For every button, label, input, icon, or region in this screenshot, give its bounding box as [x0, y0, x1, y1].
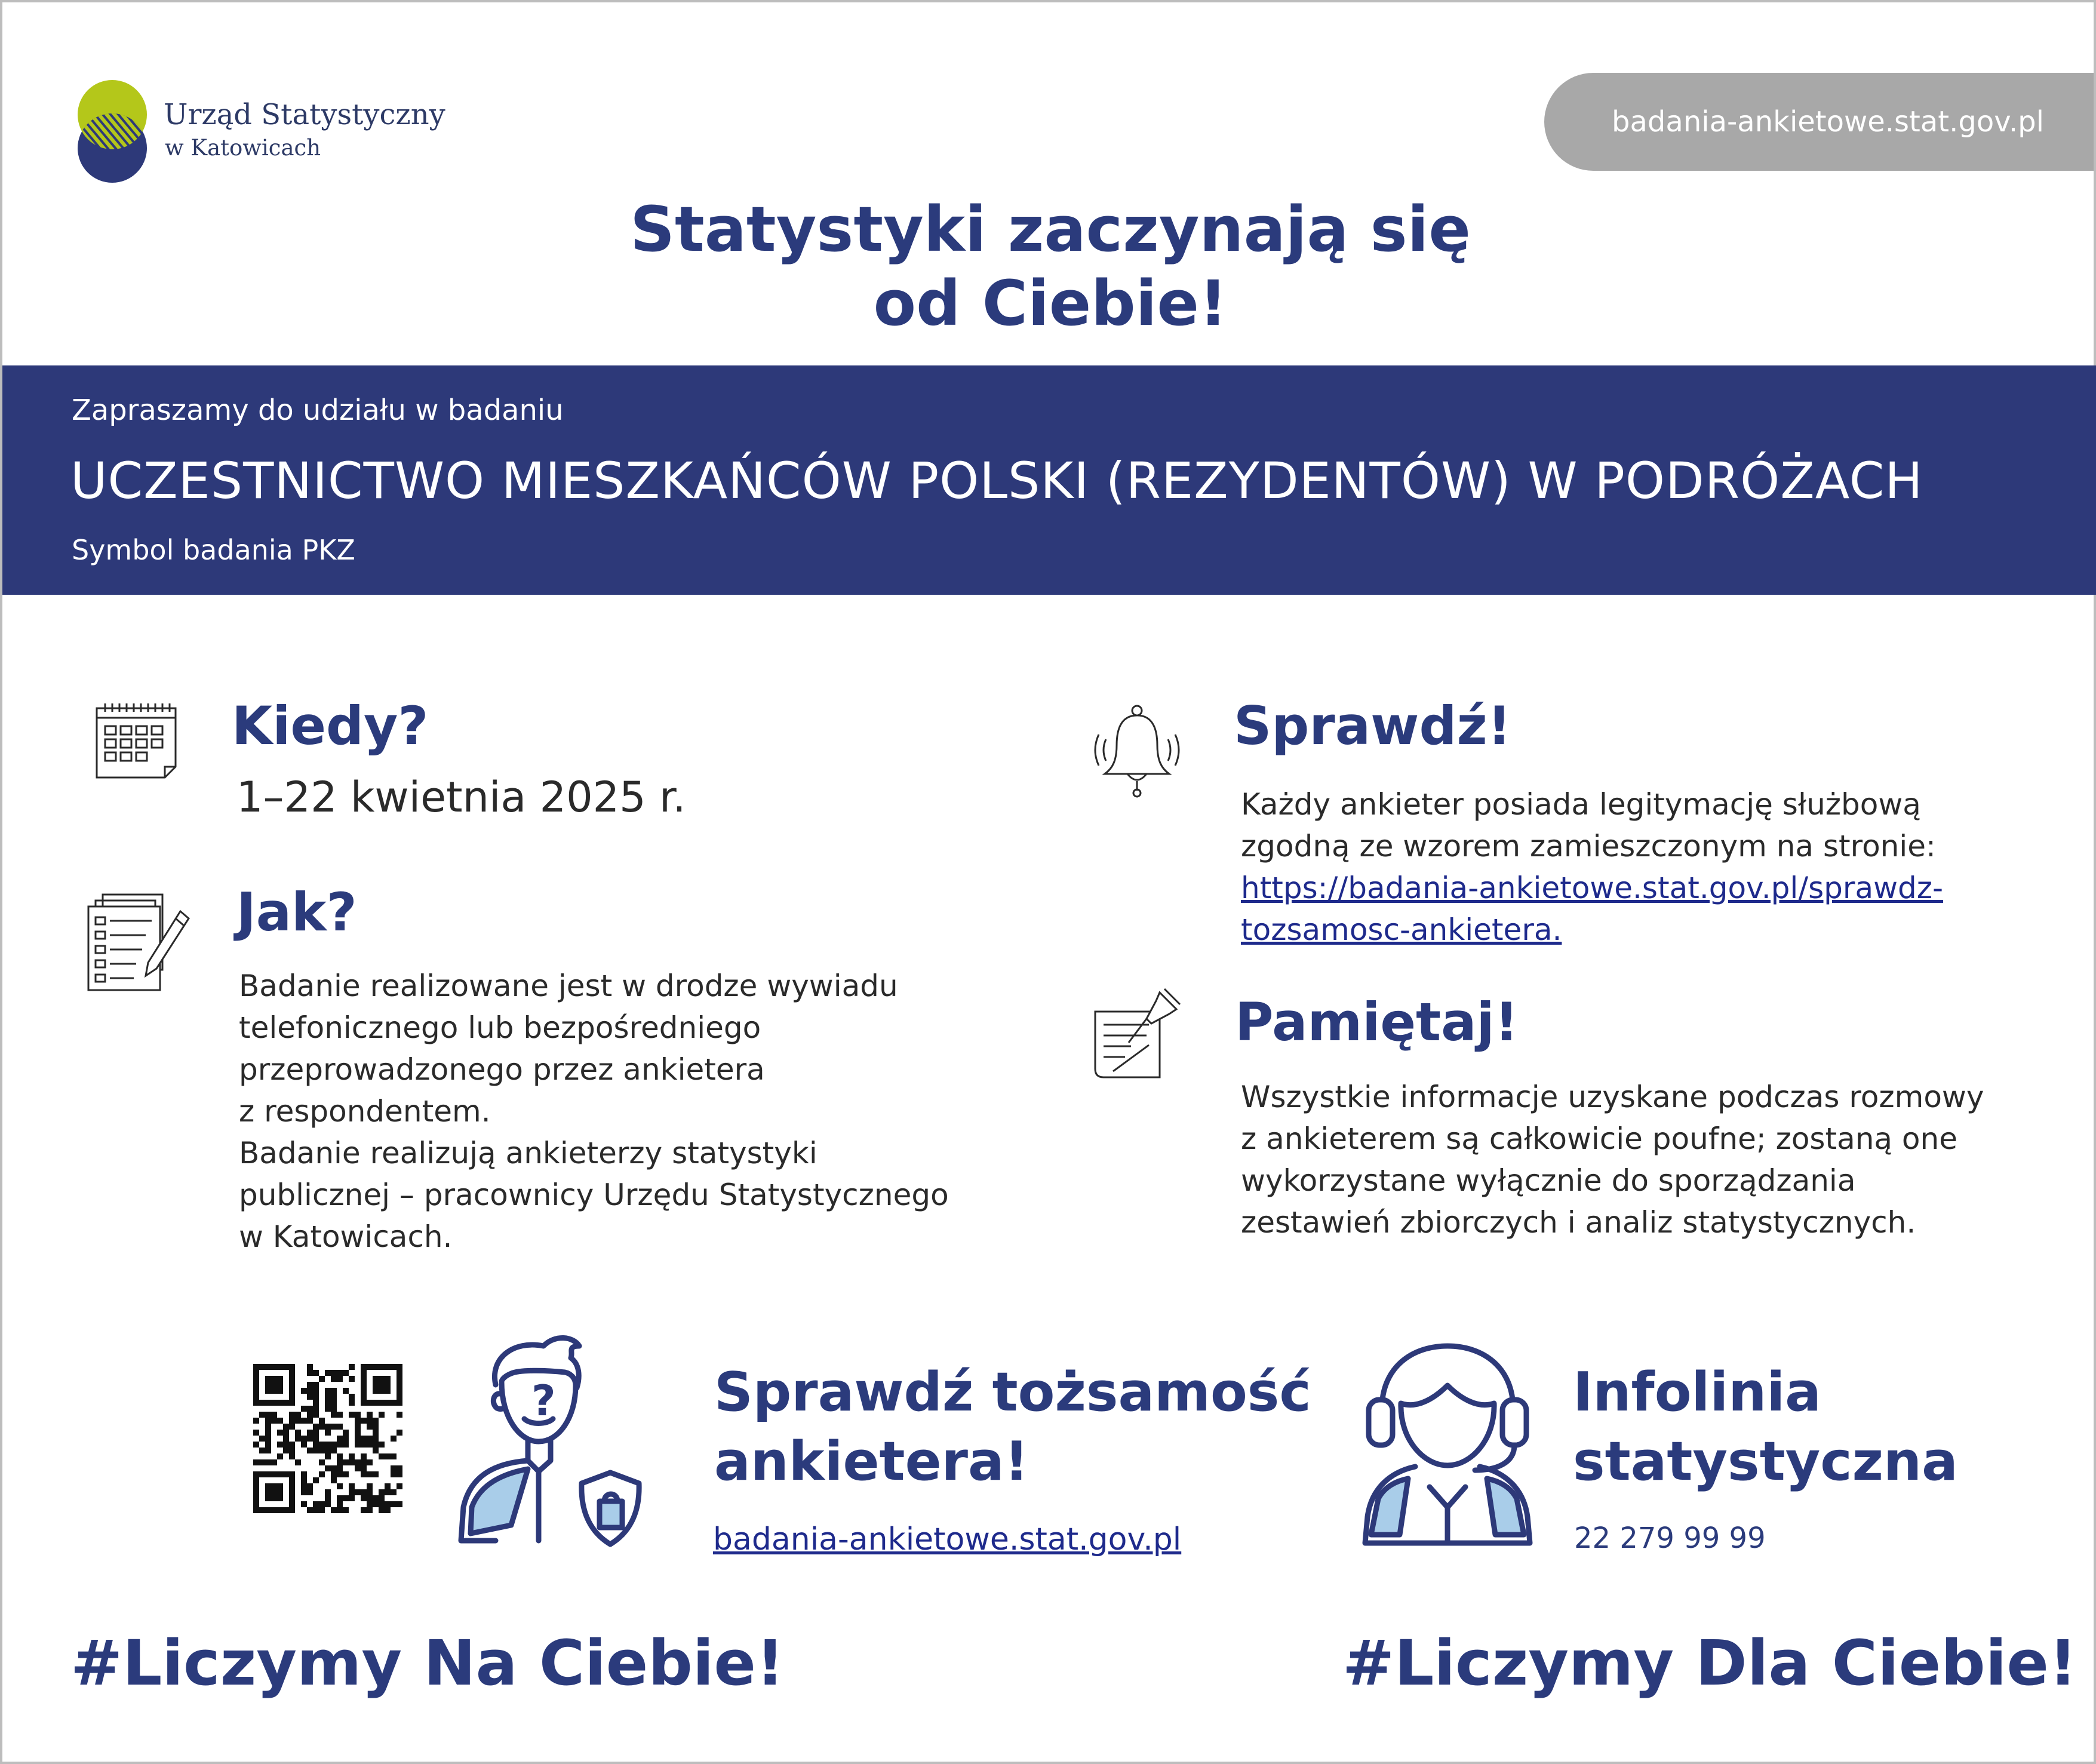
- how-line: Badanie realizują ankieterzy statystyki: [239, 1136, 817, 1170]
- identity-title-line1: Sprawdź tożsamość: [714, 1361, 1311, 1424]
- survey-dates: 1–22 kwietnia 2025 r.: [236, 773, 686, 822]
- website-pill-text: badania-ankietowe.stat.gov.pl: [1612, 105, 2044, 139]
- remember-line: wykorzystane wyłącznie do sporządzania: [1241, 1163, 1856, 1198]
- office-location: w Katowicach: [165, 135, 321, 161]
- verify-identity-link-continued[interactable]: tozsamosc-ankietera.: [1241, 912, 1562, 947]
- how-line: w Katowicach.: [239, 1219, 453, 1254]
- calendar-icon: [92, 700, 182, 783]
- check-line: Każdy ankieter posiada legitymację służbową: [1241, 787, 1921, 822]
- verify-identity-link[interactable]: https://badania-ankietowe.stat.gov.pl/sprawdz-: [1241, 871, 1944, 905]
- remember-description: [1241, 1076, 1984, 1243]
- infoline-title-line2: statystyczna: [1573, 1430, 1958, 1493]
- how-line: telefonicznego lub bezpośredniego: [239, 1010, 761, 1045]
- check-title: Sprawdź!: [1234, 695, 1511, 757]
- how-description: [239, 965, 949, 1258]
- infoline-title-line1: Infolinia: [1573, 1361, 1821, 1424]
- office-name: Urząd Statystyczny: [164, 98, 445, 131]
- how-title: Jak?: [236, 881, 357, 943]
- logo-mark-icon: [74, 73, 193, 192]
- check-description: [1241, 783, 1943, 951]
- banner-intro: Zapraszamy do udziału w badaniu: [72, 394, 564, 427]
- infoline-title: [1573, 1358, 1958, 1496]
- infoline-phone[interactable]: 22 279 99 99: [1574, 1522, 1766, 1555]
- headline-line1: Statystyki zaczynają się: [630, 193, 1471, 266]
- survey-title: UCZESTNICTWO MIESZKAŃCÓW POLSKI (REZYDENTÓW) W PODRÓŻACH: [70, 451, 1923, 510]
- remember-line: z ankieterem są całkowicie poufne; zostaną one: [1241, 1121, 1957, 1156]
- remember-line: zestawień zbiorczych i analiz statystycznych.: [1241, 1205, 1916, 1240]
- how-line: publicznej – pracownicy Urzędu Statystycznego: [239, 1178, 949, 1212]
- svg-text:?: ?: [531, 1376, 556, 1425]
- document-pin-icon: [1089, 988, 1185, 1083]
- identity-link[interactable]: badania-ankietowe.stat.gov.pl: [713, 1522, 1182, 1557]
- headline-line2: od Ciebie!: [873, 267, 1228, 340]
- qr-code-icon[interactable]: [253, 1364, 402, 1513]
- remember-line: Wszystkie informacje uzyskane podczas rozmowy: [1241, 1080, 1984, 1114]
- hashtag-right: #Liczymy Dla Ciebie!: [1342, 1627, 2077, 1700]
- how-line: Badanie realizowane jest w drodze wywiadu: [239, 969, 898, 1003]
- headline: [2, 192, 2096, 340]
- identity-title-line2: ankietera!: [714, 1430, 1029, 1493]
- bell-icon: [1089, 702, 1185, 798]
- survey-symbol: Symbol badania PKZ: [72, 534, 355, 566]
- how-line: przeprowadzonego przez ankietera: [239, 1052, 765, 1087]
- interviewer-shield-icon: [454, 1328, 657, 1555]
- checklist-icon: [86, 892, 193, 994]
- headset-operator-icon: [1358, 1338, 1537, 1553]
- website-pill[interactable]: [1544, 73, 2094, 171]
- when-title: Kiedy?: [232, 695, 429, 757]
- how-line: z respondentem.: [239, 1094, 491, 1129]
- hashtag-left: #Liczymy Na Ciebie!: [70, 1627, 785, 1700]
- remember-title: Pamiętaj!: [1235, 991, 1519, 1053]
- check-line: zgodną ze wzorem zamieszczonym na stronie:: [1241, 829, 1936, 863]
- identity-title: [714, 1358, 1311, 1496]
